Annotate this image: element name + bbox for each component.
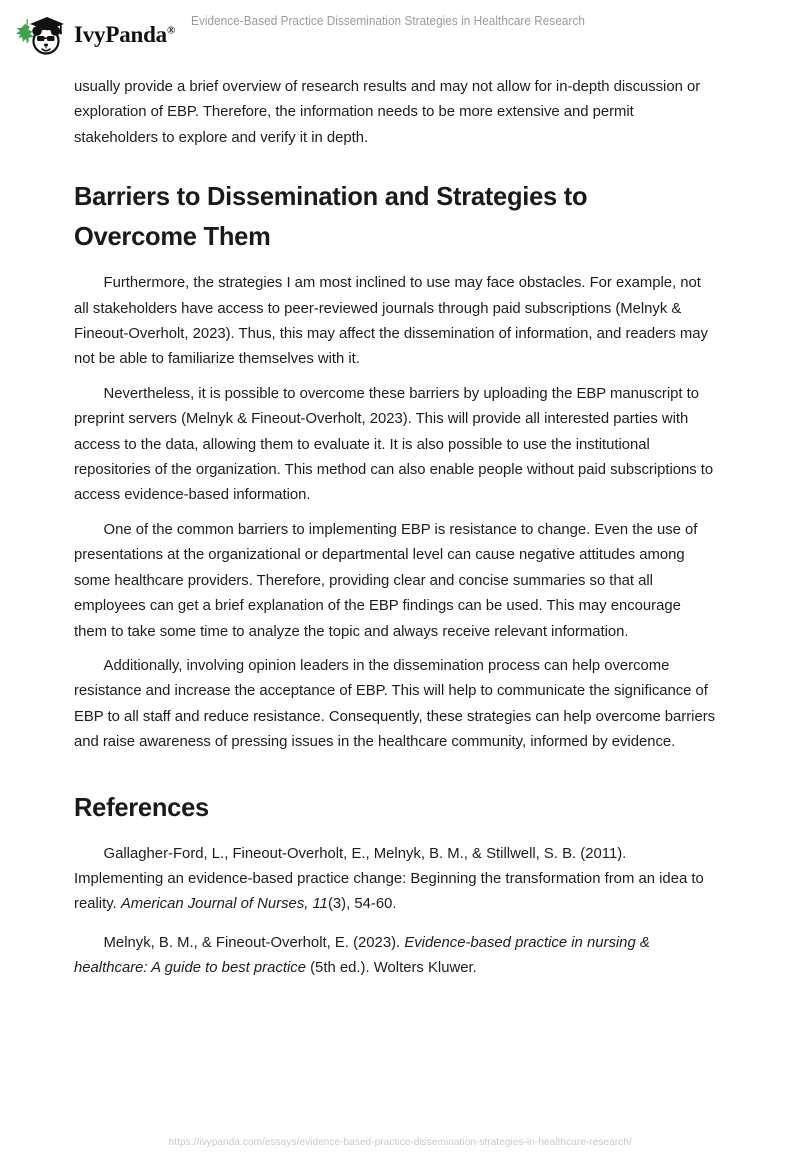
paragraph-obstacles: Furthermore, the strategies I am most inclined to use may face obstacles. For example, not all stakeholders have access to peer-reviewed journals through paid subscriptions (Melnyk & Fineout-Overholt, 2023). Thus, this may affect the dissemination of information, and readers may not be able to familiarize themselves with it. [74, 274, 708, 368]
paragraph-preprint-servers: Nevertheless, it is possible to overcome these barriers by uploading the EBP manuscript to preprint servers (Melnyk & Fineout-Overholt, 2023). This will provide all interested parties with access to the data, allowing them to evaluate it. It is also possible to use the institutional repositories of the organization. This method can also enable people without paid subscriptions to access evidence-based information. [74, 384, 714, 504]
section-heading-references: References [74, 791, 209, 822]
paragraph-opinion-leaders: Additionally, involving opinion leaders in the dissemination process can help overcome resistance and increase the acceptance of EBP. This will help to communicate the significance of EBP to all staff and reduce resistance. Consequently, these strategies can help overcome barriers and raise awareness of pressing issues in the healthcare community, informed by evidence. [74, 656, 716, 751]
reference-title-italic: American Journal of Nurses, 11 [120, 895, 328, 913]
section-heading-barriers: Barriers to Dissemination and Strategies to Overcome Them [74, 181, 588, 252]
document-title-header: Evidence-Based Practice Dissemination Strategies in Healthcare Research [191, 14, 585, 28]
page-footer [0, 1132, 800, 1150]
reference-text-plain: Melnyk, B. M., & Fineout-Overholt, E. (2023). [103, 933, 405, 951]
paragraph-continuation: usually provide a brief overview of research results and may not allow for in-depth discussion or exploration of EBP. Therefore, the information needs to be more extensive and permit stakeholders to explore and verify it in depth. [74, 78, 701, 146]
reference-text-tail: (5th ed.). Wolters Kluwer. [305, 959, 477, 977]
reference-entry [74, 841, 717, 917]
reference-entry [74, 930, 717, 981]
reference-text-tail: (3), 54-60. [327, 895, 397, 913]
page-header [0, 0, 800, 64]
brand-name-text: IvyPanda [74, 21, 167, 47]
registered-trademark-icon: ® [166, 23, 176, 36]
document-content [74, 74, 727, 994]
paragraph-resistance-to-change: One of the common barriers to implementing EBP is resistance to change. Even the use of presentations at the organizational or departmental level can cause negative attitudes among some healthcare providers. Therefore, providing clear and concise summaries so that all employees can get a brief explanation of the EBP findings can be used. This may encourage them to take some time to analyze the topic and always receive relevant information. [74, 520, 698, 640]
source-url-link[interactable]: https://ivypanda.com/essays/evidence-based-practice-dissemination-strategies-in-healthcare-research/ [168, 1136, 632, 1148]
reference-title-italic: Evidence-based practice in nursing & healthcare: A guide to best practice [74, 933, 650, 977]
reference-text-plain: Gallagher-Ford, L., Fineout-Overholt, E., Melnyk, B. M., & Stillwell, S. B. (2011). Implementing an evidence-based practice change: Beginning the transformation from an idea to reality. [74, 844, 704, 913]
